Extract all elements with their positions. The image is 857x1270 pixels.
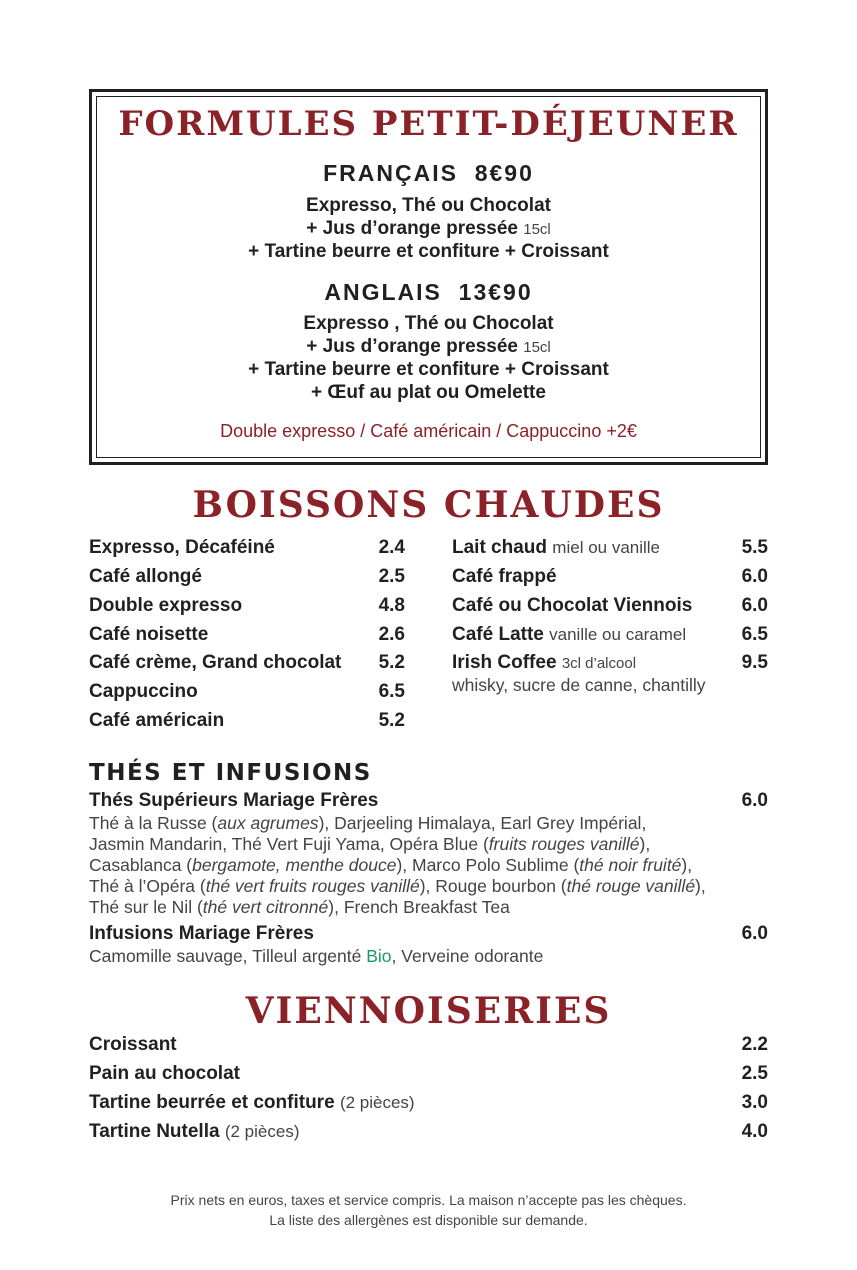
pastry-row [89,1063,768,1085]
footer-line2: La liste des allergènes est disponible sur demande. [269,1212,588,1228]
drink-name: Café américain [89,710,225,731]
drink-row [452,595,768,617]
tea-name: Infusions Mariage Frères [89,923,314,944]
drink-price: 6.0 [741,595,768,616]
drink-price: 6.5 [741,624,768,645]
drink-row [89,681,405,703]
drink-price: 2.6 [378,624,405,645]
pastry-price: 2.5 [741,1063,768,1084]
pastry-name: Pain au chocolat [89,1063,240,1084]
francais-price: 8€90 [474,160,534,186]
irish-coffee-detail: whisky, sucre de canne, chantilly [452,675,706,695]
tea-name: Thés Supérieurs Mariage Frères [89,790,379,811]
drink-name: Café ou Chocolat Viennois [452,595,693,616]
thes-title: THÉS ET INFUSIONS [89,760,372,786]
anglais-line3: + Tartine beurre et confiture + Croissant [248,359,609,380]
drink-row [89,595,405,617]
drink-price: 6.0 [741,566,768,587]
anglais-line4: + Œuf au plat ou Omelette [311,382,546,403]
drink-row [89,652,405,674]
drink-name: Café noisette [89,624,209,645]
drink-name: Café Latte [452,624,544,645]
francais-heading [0,160,857,187]
pastry-note: (2 pièces) [339,1093,415,1112]
viennoiseries-title: VIENNOISERIES [245,990,612,1032]
pastry-price: 2.2 [741,1034,768,1055]
drink-name: Irish Coffee [452,652,557,673]
drink-note: 3cl d’alcool [561,655,637,672]
drink-row [89,566,405,588]
drink-price: 4.8 [378,595,405,616]
pastry-name: Tartine beurrée et confiture [89,1092,335,1113]
francais-line2-text: + Jus d’orange pressée [306,218,518,239]
tea-superieurs-description: Thé à la Russe (aux agrumes), Darjeeling Himalaya, Earl Grey Impérial, Jasmin Mandarin, Thé Vert Fuji Yama, Opéra Blue (fruits rouges vanillé), Casablanca (bergamote, menthe douce), Marco Polo Sublime (thé noir fruité), Thé à l’Opéra (thé vert fruits rouges vanillé), Rouge bourbon (thé rouge vanillé), Thé sur le Nil (thé vert citronné), French Breakfast Tea [89,813,706,917]
pastry-row [89,1092,768,1114]
anglais-heading [0,279,857,306]
francais-line3: + Tartine beurre et confiture + Croissant [248,241,609,262]
drink-price: 2.5 [378,566,405,587]
anglais-price: 13€90 [458,279,533,305]
anglais-line1: Expresso , Thé ou Chocolat [303,313,554,334]
drink-name: Café crème, Grand chocolat [89,652,342,673]
drink-name: Café frappé [452,566,557,587]
francais-line2-volume: 15cl [523,221,551,238]
drink-price: 5.5 [741,537,768,558]
drink-row [89,624,405,646]
formules-supplement: Double expresso / Café américain / Cappuccino +2€ [220,421,637,441]
tea-row [89,790,768,812]
boissons-title: BOISSONS CHAUDES [192,484,665,526]
drink-note: vanille ou caramel [549,625,687,644]
tea-price: 6.0 [741,923,768,944]
formules-box [89,89,768,465]
pastry-price: 3.0 [741,1092,768,1113]
pastry-price: 4.0 [741,1121,768,1142]
drink-row [452,624,768,646]
francais-line1: Expresso, Thé ou Chocolat [306,195,551,216]
anglais-line2-volume: 15cl [523,339,551,356]
tea-price: 6.0 [741,790,768,811]
bio-label: Bio [366,946,392,966]
drink-row [89,710,405,732]
drink-price: 2.4 [378,537,405,558]
pastry-note: (2 pièces) [224,1122,300,1141]
pastry-row [89,1121,768,1143]
footer-line1: Prix nets en euros, taxes et service compris. La maison n’accepte pas les chèques. [170,1192,687,1208]
drink-name: Double expresso [89,595,243,616]
drink-name: Expresso, Décaféiné [89,537,275,558]
formules-title: FORMULES PETIT-DÉJEUNER [118,104,739,144]
drink-note: miel ou vanille [552,538,661,557]
footer [0,1190,857,1230]
tea-row [89,923,768,945]
francais-name: FRANÇAIS [323,160,458,186]
drink-price: 9.5 [741,652,768,673]
pastry-row [89,1034,768,1056]
drink-price: 5.2 [378,710,405,731]
anglais-line2-text: + Jus d’orange pressée [306,336,518,357]
drink-name: Café allongé [89,566,202,587]
drink-row [452,566,768,588]
anglais-line2 [0,335,857,359]
francais-line2 [0,217,857,241]
drink-row [452,652,768,674]
anglais-name: ANGLAIS [324,279,442,305]
pastry-name: Tartine Nutella [89,1121,220,1142]
infusions-description: Camomille sauvage, Tilleul argenté Bio, Verveine odorante [89,946,544,966]
drink-name: Lait chaud [452,537,548,558]
drink-row [89,537,405,559]
drink-price: 5.2 [378,652,405,673]
drink-row [452,537,768,559]
drink-price: 6.5 [378,681,405,702]
drink-name: Cappuccino [89,681,198,702]
pastry-name: Croissant [89,1034,177,1055]
